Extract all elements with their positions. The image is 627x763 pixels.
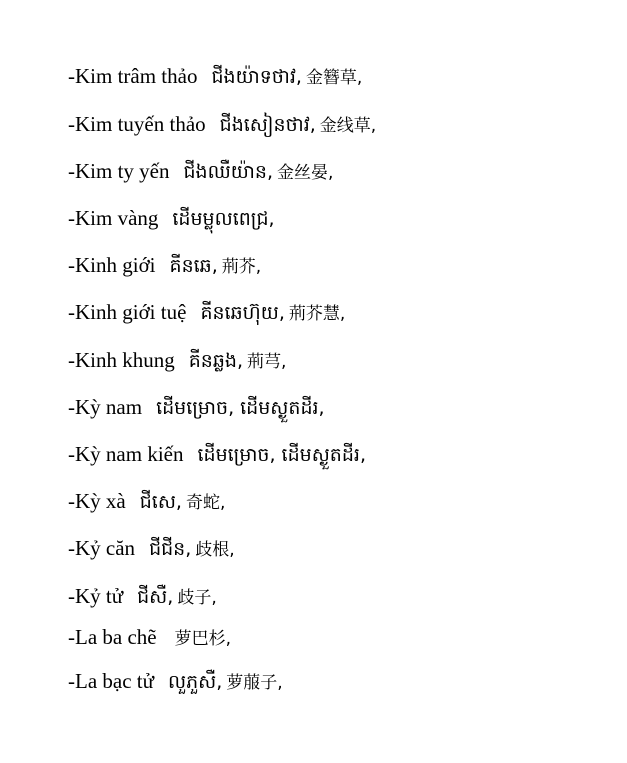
entry-ky-xa (68, 491, 225, 512)
entry-la-bac-tu (68, 671, 283, 692)
entry-kinh-gioi (68, 255, 261, 276)
chinese-characters: 萝菔子, (226, 673, 283, 693)
khmer-translation: ជីសេ, (139, 491, 182, 513)
chinese-characters: 荊芥, (221, 257, 262, 277)
entry-ky-can (68, 538, 235, 559)
chinese-characters: 歧根, (195, 540, 235, 560)
entry-ky-nam (68, 397, 329, 418)
vietnamese-term: -Kỳ nam kiến (68, 442, 184, 466)
vietnamese-term: -Kinh giới (68, 253, 156, 277)
khmer-translation: ជីជីន, (149, 538, 192, 560)
khmer-translation: គីនឆ្លង, (188, 350, 244, 372)
khmer-translation: ជីងឈឺយ៉ាន, (183, 161, 274, 183)
vietnamese-term: -Kỳ nam (68, 395, 143, 419)
chinese-characters: 荊芎, (247, 352, 287, 372)
entry-ky-nam-kien (68, 444, 370, 465)
khmer-translation: ដើមម្រោច, ដើមស្ងួតដីរ, (156, 397, 325, 419)
chinese-characters: 歧子, (177, 588, 217, 608)
entry-ky-tu (68, 586, 217, 607)
khmer-translation: គីនឆេហ៊ុយ, (200, 302, 285, 324)
vietnamese-term: -Kinh giới tuệ (68, 300, 187, 324)
vietnamese-term: -Kim tuyến thảo (68, 112, 206, 136)
entry-kim-ty-yen (68, 161, 333, 182)
khmer-translation: ជីសឺ, (137, 586, 174, 608)
chinese-characters: 金线草, (319, 116, 377, 136)
chinese-characters: 萝巴杉, (174, 629, 232, 649)
vietnamese-term: -La bạc tử (68, 669, 154, 693)
chinese-characters: 金簪草, (305, 68, 363, 88)
khmer-translation: ដើមម្លុលពេជ្រ, (172, 208, 275, 230)
vietnamese-term: -Kỷ tử (68, 584, 124, 608)
entry-kim-tram-thao (68, 66, 362, 87)
chinese-characters: 奇蛇, (185, 493, 226, 513)
vietnamese-term: -Kim vàng (68, 206, 159, 230)
entry-kim-tuyen-thao (68, 114, 376, 135)
khmer-translation: ដើមម្រោច, ដើមស្ងួតដីរ, (197, 444, 366, 466)
khmer-translation: លួភួសឺ, (168, 671, 223, 693)
khmer-translation: ជីងសៀនថាវ, (219, 114, 316, 136)
chinese-characters: 金丝晏, (277, 163, 334, 183)
khmer-translation: ជីងយ៉ាទថាវ, (211, 66, 302, 88)
vietnamese-term: -Kỳ xà (68, 489, 126, 513)
vietnamese-term: -Kim ty yến (68, 159, 170, 183)
entry-kim-vang (68, 208, 279, 229)
vietnamese-term: -La ba chẽ (68, 625, 157, 649)
entry-la-ba-che (68, 627, 231, 648)
entry-kinh-khung (68, 350, 286, 371)
entry-kinh-gioi-tue (68, 302, 345, 323)
vietnamese-term: -Kinh khung (68, 348, 175, 372)
vietnamese-term: -Kim trâm thảo (68, 64, 198, 88)
vietnamese-term: -Kỷ căn (68, 536, 136, 560)
chinese-characters: 荊芥慧, (288, 304, 346, 324)
khmer-translation: គីនឆេ, (169, 255, 218, 277)
